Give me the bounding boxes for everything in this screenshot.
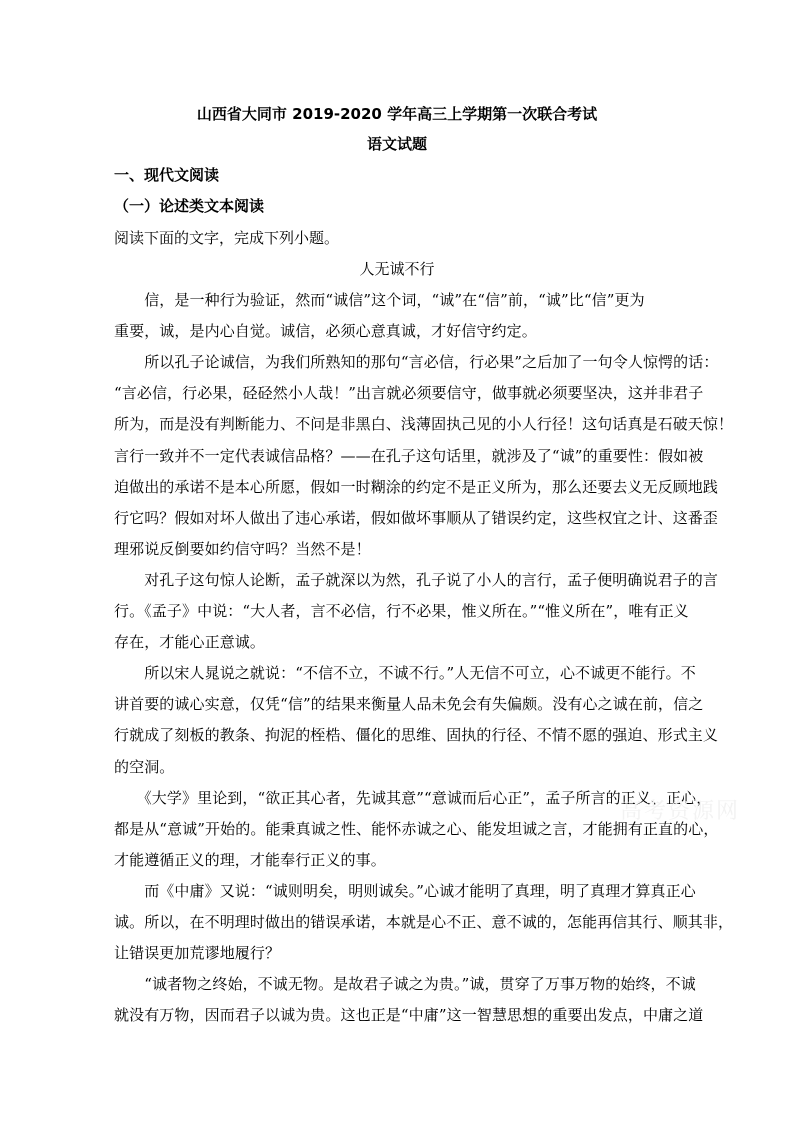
article-line: 都是从“意诚”开始的。能秉真诚之性、能怀赤诚之心、能发坦诚之言，才能拥有正直的心， <box>114 819 719 838</box>
exam-title: 山西省大同市 2019-2020 学年高三上学期第一次联合考试 <box>196 105 598 123</box>
article-line: “言必信，行必果，硁硁然小人哉！”出言就必须要信守，做事就必须要坚决，这并非君子 <box>114 384 704 403</box>
section-heading: 一、现代文阅读 <box>114 166 220 184</box>
article-line: 的空洞。 <box>114 757 175 776</box>
article-line: 所为，而是没有判断能力、不问是非黑白、浅薄固执己见的小人行径！这句话真是石破天惊！ <box>114 415 734 434</box>
article-line: 讲首要的诚心实意，仅凭“信”的结果来衡量人品未免会有失偏颇。没有心之诚在前，信之 <box>114 695 704 714</box>
article-line: 信，是一种行为验证，然而“诚信”这个词，“诚”在“信”前，“诚”比“信”更为 <box>114 291 645 309</box>
exam-subtitle: 语文试题 <box>366 135 427 153</box>
article-line: 让错误更加荒谬地履行？ <box>114 944 281 963</box>
reading-instruction: 阅读下面的文字，完成下列小题。 <box>114 229 340 247</box>
article-line: 迫做出的承诺不是本心所愿，假如一时糊涂的约定不是正义所为，那么还要去义无反顾地践 <box>114 477 719 496</box>
article-line: 对孔子这句惊人论断，孟子就深以为然，孔子说了小人的言行，孟子便明确说君子的言 <box>114 570 719 589</box>
article-line: 就没有万物，因而君子以诚为贵。这也正是“中庸”这一智慧思想的重要出发点，中庸之道 <box>114 1006 704 1025</box>
article-line: 才能遵循正义的理，才能奉行正义的事。 <box>114 850 386 869</box>
article-line: 言行一致并不一定代表诚信品格？——在孔子这句话里，就涉及了“诚”的重要性：假如被 <box>114 446 704 465</box>
article-line: 所以宋人晁说之就说：“不信不立，不诚不行。”人无信不可立，心不诚更不能行。不 <box>114 664 696 683</box>
watermark: 高考资源网 <box>620 799 741 824</box>
article-title: 人无诚不行 <box>359 260 435 278</box>
article-line: 行。《孟子》中说：“大人者，言不必信，行不必果，惟义所在。”“惟义所在”，唯有正义 <box>114 602 689 620</box>
article-line: 诚。所以，在不明理时做出的错误承诺，本就是心不正、意不诚的，怎能再信其行、顺其非， <box>114 913 734 931</box>
article-line: 而《中庸》又说：“诚则明矣，明则诚矣。”心诚才能明了真理，明了真理才算真正心 <box>114 881 696 900</box>
article-line: 存在，才能心正意诚。 <box>114 633 266 652</box>
article-line: 行就成了刻板的教条、拘泥的桎梏、僵化的思维、固执的行径、不情不愿的强迫、形式主义 <box>114 726 719 745</box>
article-line: “诚者物之终始，不诚无物。是故君子诚之为贵。”诚，贯穿了万事万物的始终，不诚 <box>114 975 696 994</box>
subsection-heading: （一）论述类文本阅读 <box>114 197 265 215</box>
article-line: 《大学》里论到，“欲正其心者，先诚其意”“意诚而后心正”，孟子所言的正义、正心， <box>114 788 712 807</box>
article-line: 所以孔子论诚信，为我们所熟知的那句“言必信，行必果”之后加了一句令人惊愕的话： <box>114 353 719 372</box>
article-line: 重要，诚，是内心自觉。诚信，必须心意真诚，才好信守约定。 <box>114 322 537 341</box>
article-line: 理邪说反倒要如约信守吗？当然不是！ <box>114 539 371 558</box>
article-line: 行它吗？假如对坏人做出了违心承诺，假如做坏事顺从了错误约定，这些权宜之计、这番歪 <box>114 508 719 527</box>
